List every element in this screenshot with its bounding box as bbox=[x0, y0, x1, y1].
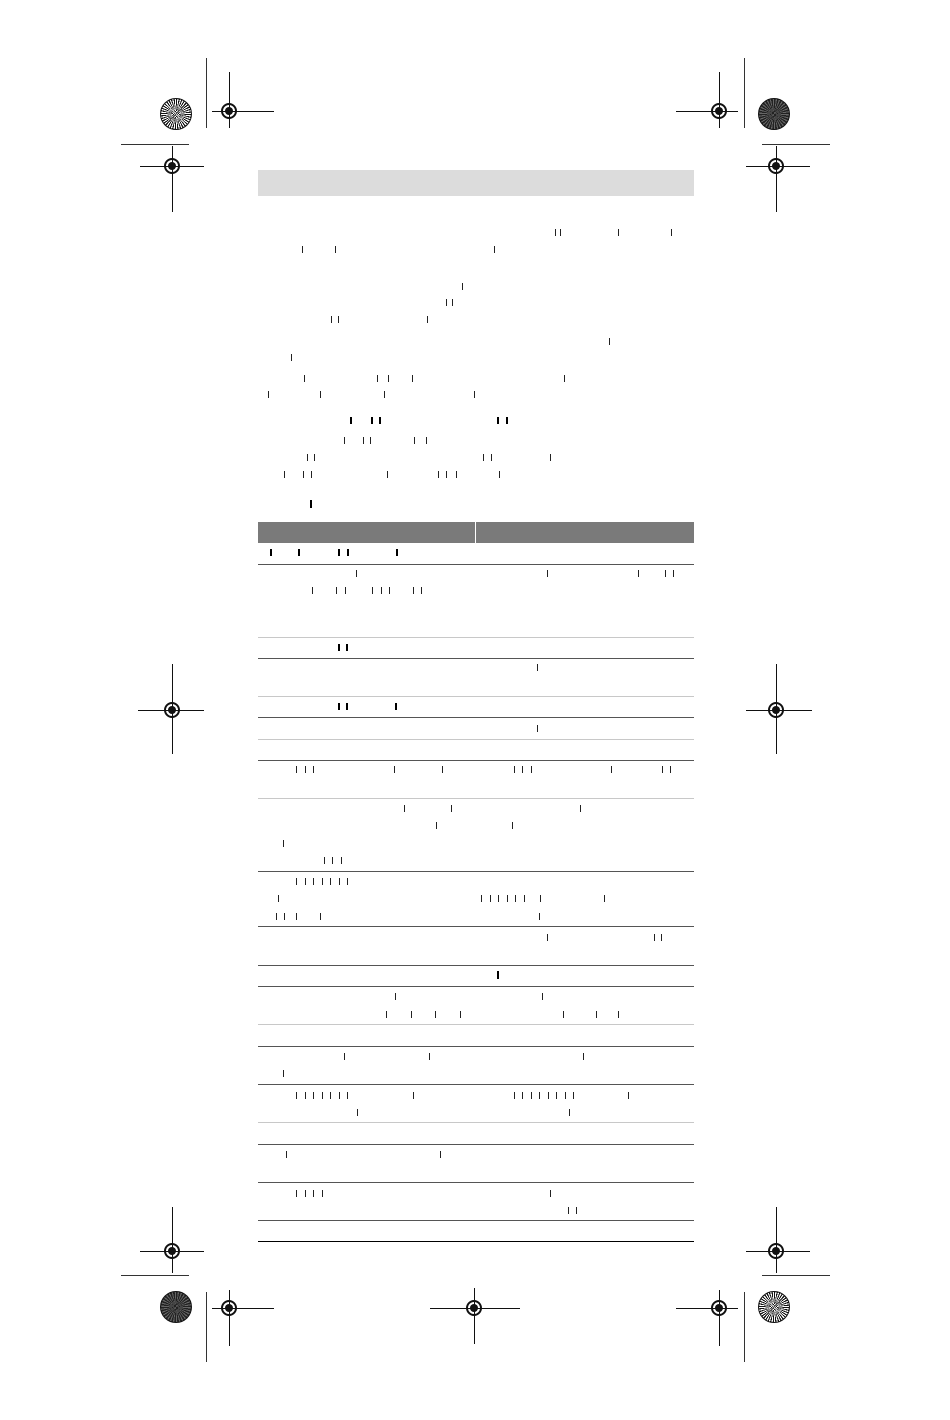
crop-mark bbox=[206, 1292, 207, 1362]
table-row bbox=[258, 965, 694, 966]
table-row bbox=[258, 739, 694, 740]
color-rosette-icon bbox=[758, 1291, 790, 1323]
color-rosette-icon bbox=[758, 98, 790, 130]
table-row bbox=[258, 1182, 694, 1183]
table-row bbox=[258, 986, 694, 987]
table-row bbox=[258, 1046, 694, 1047]
table-row bbox=[258, 1122, 694, 1123]
color-rosette-icon bbox=[160, 98, 192, 130]
table-row bbox=[258, 1024, 694, 1025]
table-bottom-rule bbox=[258, 1241, 694, 1242]
table-row bbox=[258, 1220, 694, 1221]
table-row bbox=[258, 798, 694, 799]
table-row bbox=[258, 926, 694, 927]
crop-mark bbox=[121, 1275, 189, 1276]
crop-mark bbox=[744, 1292, 745, 1362]
crop-mark bbox=[762, 1275, 830, 1276]
crop-mark bbox=[762, 144, 830, 145]
table-row bbox=[258, 1084, 694, 1085]
table-header-row bbox=[258, 522, 694, 543]
table-row bbox=[258, 760, 694, 761]
color-rosette-icon bbox=[160, 1291, 192, 1323]
crop-mark bbox=[744, 58, 745, 128]
table-row bbox=[258, 658, 694, 659]
section-header-band bbox=[258, 170, 694, 196]
table-row bbox=[258, 1144, 694, 1145]
table-row bbox=[258, 871, 694, 872]
table-row bbox=[258, 637, 694, 638]
crop-mark bbox=[121, 144, 189, 145]
table-row bbox=[258, 696, 694, 697]
table-row bbox=[258, 564, 694, 565]
crop-mark bbox=[206, 58, 207, 128]
table-row bbox=[258, 717, 694, 718]
